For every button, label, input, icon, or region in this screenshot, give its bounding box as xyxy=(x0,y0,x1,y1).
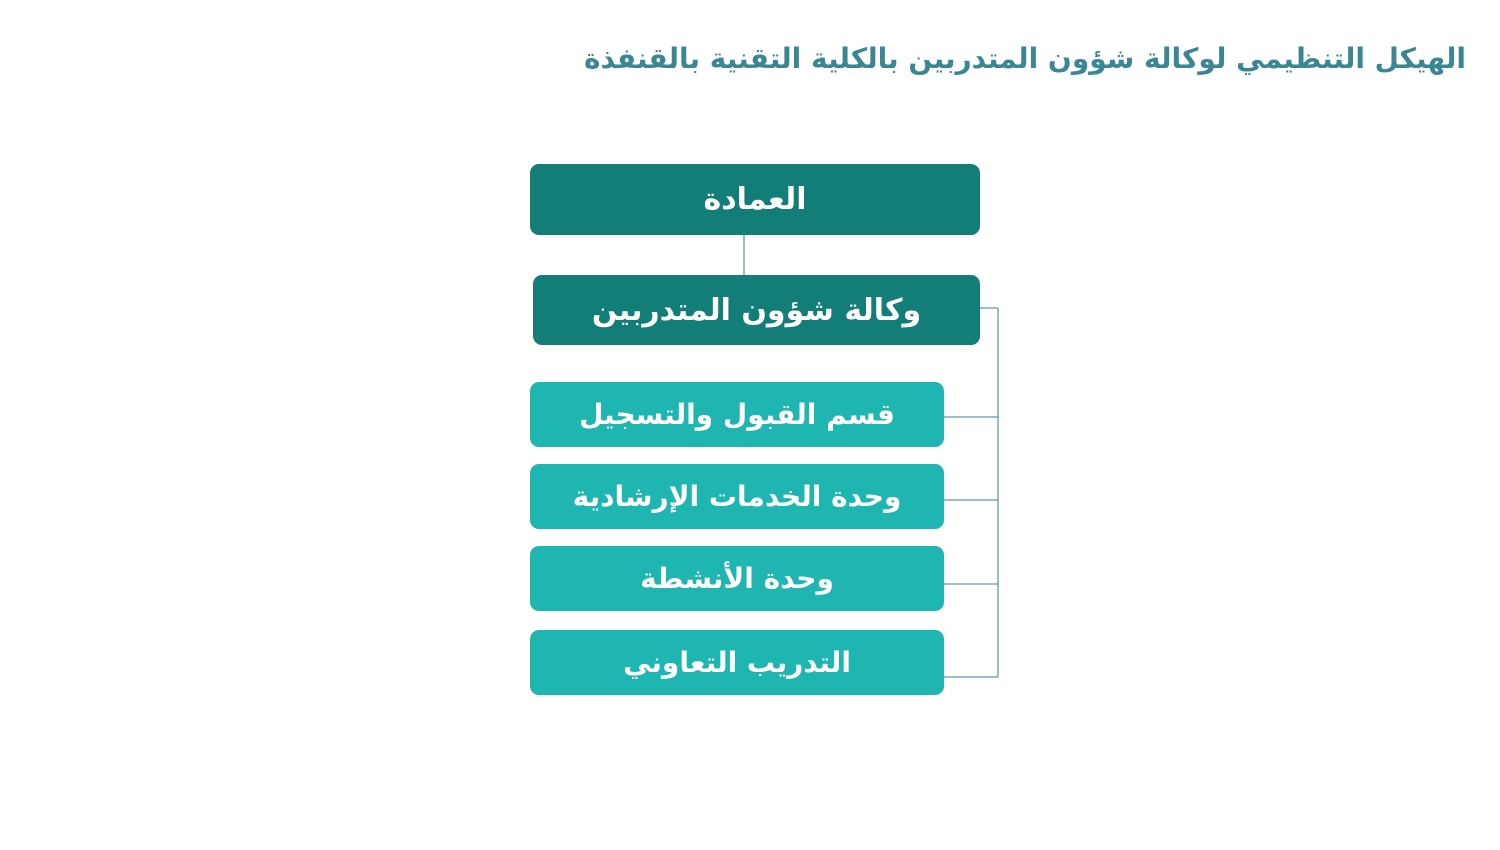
unit-admission-box xyxy=(530,382,944,447)
agency-label: وكالة شؤون المتدربين xyxy=(591,292,922,328)
agency-box xyxy=(533,275,980,345)
unit-counseling-box xyxy=(530,464,944,529)
unit-coop-training-box xyxy=(530,630,944,695)
unit-counseling-label: وحدة الخدمات الإرشادية xyxy=(572,480,902,513)
deanship-box xyxy=(530,164,980,235)
page-title: الهيكل التنظيمي لوكالة شؤون المتدربين بالكلية التقنية بالقنفذة xyxy=(584,42,1466,75)
unit-activities-box xyxy=(530,546,944,611)
deanship-label: العمادة xyxy=(703,182,807,217)
unit-coop-training-label: التدريب التعاوني xyxy=(623,646,851,679)
unit-admission-label: قسم القبول والتسجيل xyxy=(579,398,895,431)
unit-activities-label: وحدة الأنشطة xyxy=(640,562,834,595)
